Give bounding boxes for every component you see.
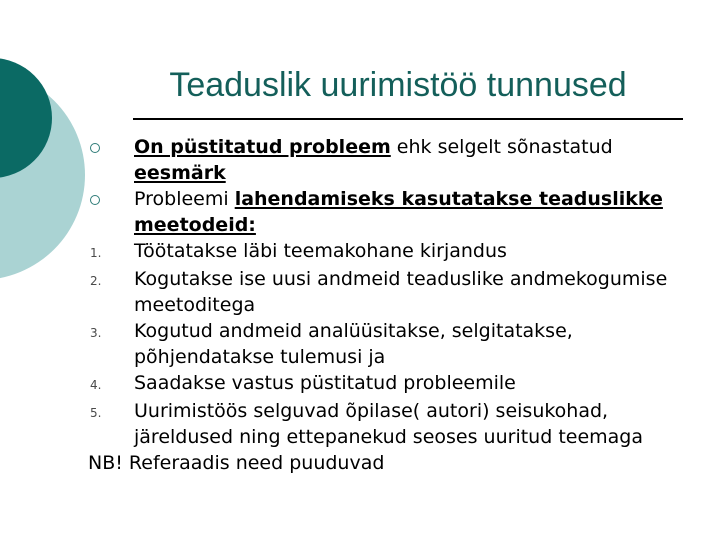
text-segment: ehk selgelt sõnastatud xyxy=(390,136,613,158)
numbered-item xyxy=(88,370,678,398)
title-underline-rule xyxy=(133,118,683,120)
item-text xyxy=(134,398,678,450)
numbered-item xyxy=(88,398,678,450)
numbered-item xyxy=(88,238,678,266)
ring-bullet-icon xyxy=(90,143,100,153)
text-segment: Töötatakse läbi teemakohane kirjandus xyxy=(134,240,507,262)
list-marker xyxy=(88,398,134,426)
text-segment: Probleemi xyxy=(134,188,235,210)
text-segment: Kogutud andmeid analüüsitakse, selgitatakse, põhjendatakse tulemusi ja xyxy=(134,320,573,368)
item-text xyxy=(134,318,678,370)
emphasized-text: eesmärk xyxy=(134,162,226,184)
list-marker xyxy=(88,266,134,294)
item-text xyxy=(134,238,678,264)
bullet-item xyxy=(88,134,678,186)
slide-title: Teaduslik uurimistöö tunnused xyxy=(169,66,627,104)
emphasized-text: lahendamiseks kasutatakse teaduslikke meetodeid: xyxy=(134,188,663,236)
decorative-circles xyxy=(0,0,90,300)
item-number: 5. xyxy=(90,406,102,420)
item-number: 4. xyxy=(90,378,102,392)
list-marker xyxy=(88,186,134,212)
item-text xyxy=(134,186,678,238)
item-number: 3. xyxy=(90,326,102,340)
list-marker xyxy=(88,238,134,266)
item-number: 1. xyxy=(90,246,102,260)
numbered-item xyxy=(88,318,678,370)
text-segment: Saadakse vastus püstitatud probleemile xyxy=(134,372,516,394)
numbered-item xyxy=(88,266,678,318)
emphasized-text: On püstitatud probleem xyxy=(134,136,391,158)
item-number: 2. xyxy=(90,274,102,288)
item-text xyxy=(134,370,678,396)
item-text xyxy=(134,134,678,186)
text-segment: Uurimistöös selguvad õpilase( autori) seisukohad, järeldused ning ettepanekud seoses uuritud teemaga xyxy=(134,400,644,448)
list-marker xyxy=(88,318,134,346)
slide-content xyxy=(88,134,678,476)
bullet-item xyxy=(88,186,678,238)
note-text: NB! Referaadis need puuduvad xyxy=(88,452,385,474)
item-text xyxy=(134,266,678,318)
list-marker xyxy=(88,134,134,160)
text-segment: Kogutakse ise uusi andmeid teaduslike andmekogumise meetoditega xyxy=(134,268,668,316)
ring-bullet-icon xyxy=(90,195,100,205)
list-marker xyxy=(88,370,134,398)
